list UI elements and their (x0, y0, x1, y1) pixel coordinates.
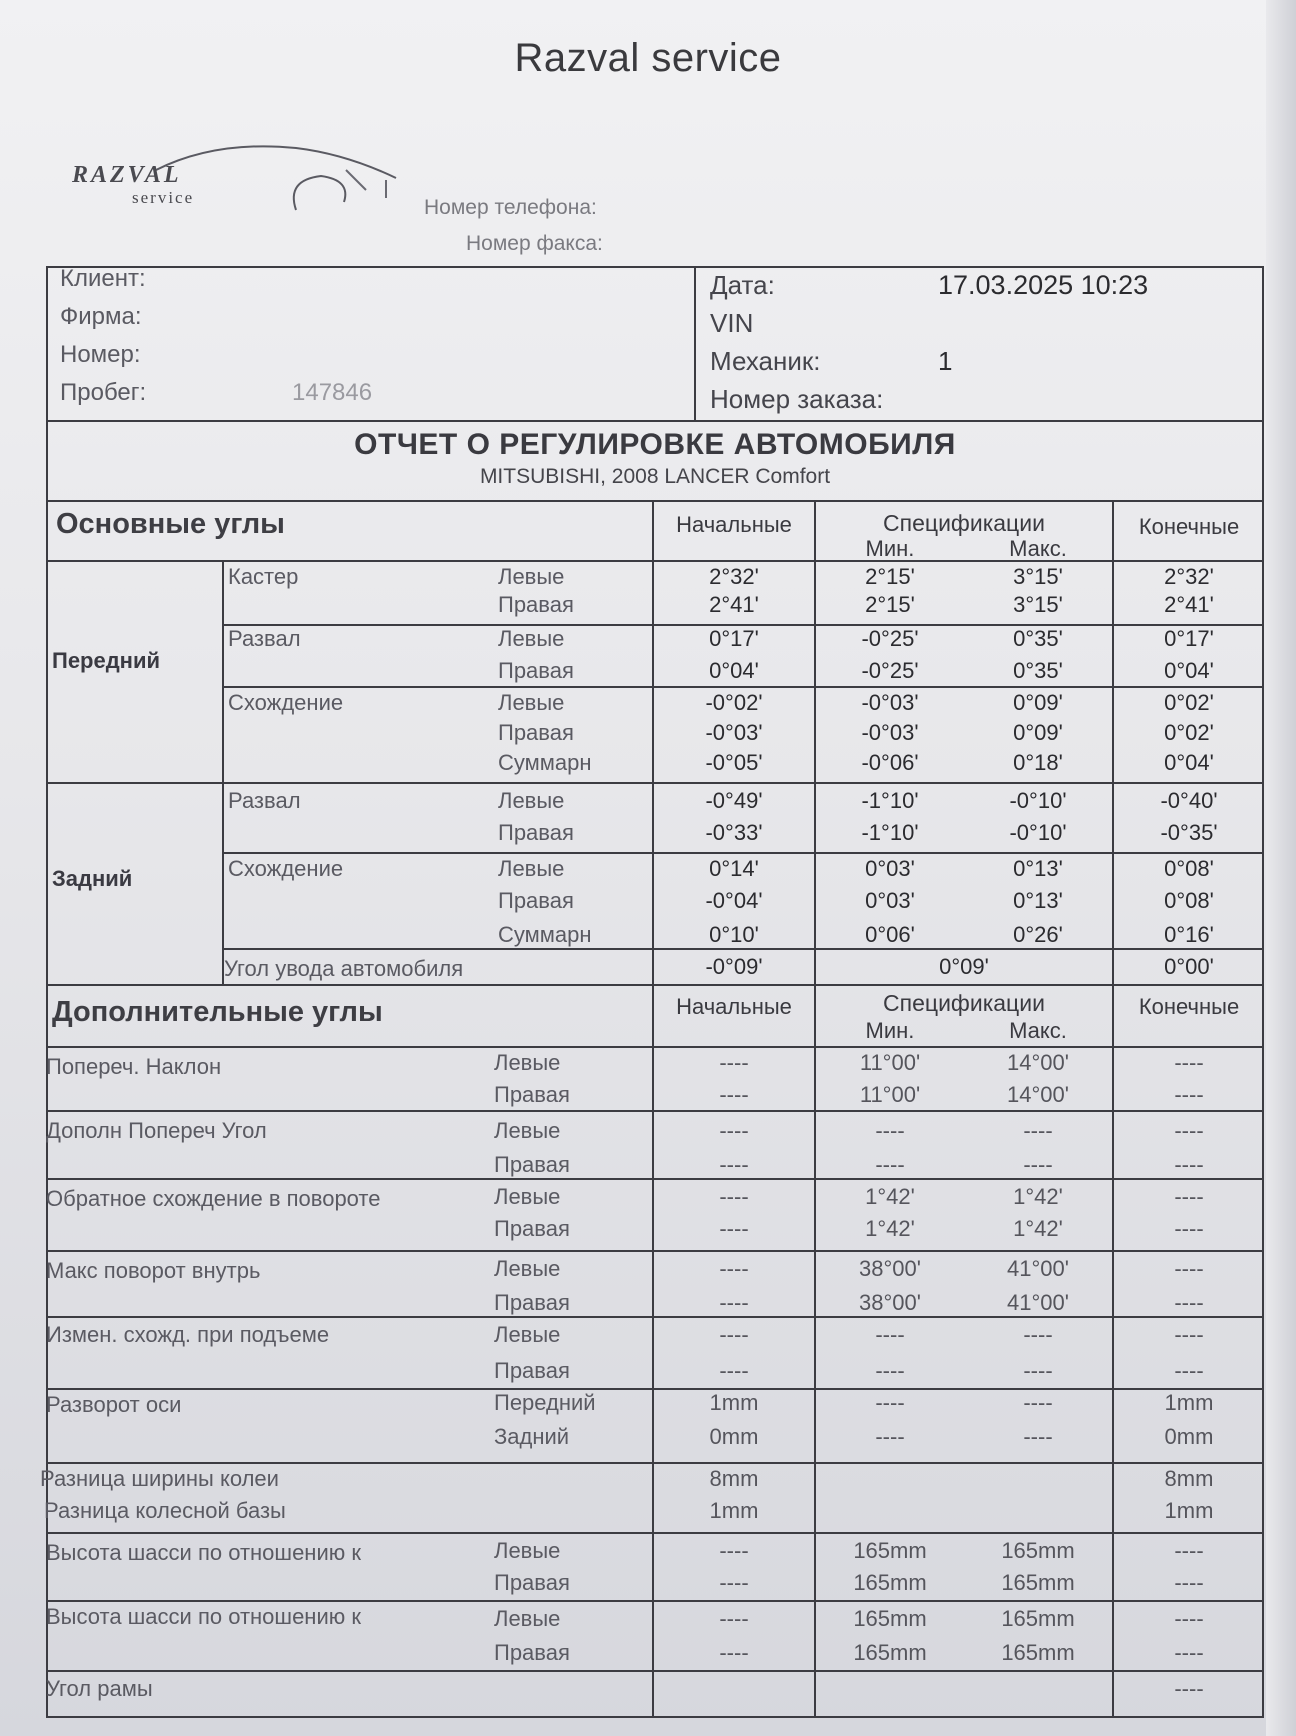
extra-initial-value: 0mm (709, 1424, 759, 1449)
extra-final-value: ---- (1174, 1184, 1204, 1209)
divider (46, 1250, 1264, 1252)
extra-side-label: Левые (494, 1606, 561, 1631)
param-label: Схождение (228, 690, 344, 715)
extra-spec-min-value: 1°42' (865, 1216, 915, 1241)
extra-initial-value: 1mm (709, 1498, 759, 1523)
extra-param-label: Высота шасси по отношению к (46, 1540, 361, 1565)
spec-max-value: 0°13' (1013, 888, 1063, 913)
spec-max-value: -0°10' (1009, 820, 1067, 845)
extra-final-value: ---- (1174, 1606, 1204, 1631)
extra-spec-min-value: 165mm (853, 1606, 927, 1631)
extra-spec-max-value: 41°00' (1007, 1256, 1069, 1281)
initial-value: -0°03' (705, 720, 763, 745)
extra-col-initial-header: Начальные (676, 994, 792, 1019)
final-value: 0°04' (1164, 750, 1214, 775)
fax-label: Номер факса: (466, 232, 603, 255)
number-label: Номер: (60, 341, 141, 368)
extra-final-value: ---- (1174, 1358, 1204, 1383)
main-section-title: Основные углы (56, 508, 285, 540)
extra-final-value: ---- (1174, 1322, 1204, 1347)
extra-param-label: Угол рамы (46, 1676, 153, 1701)
extra-param-label: Попереч. Наклон (46, 1054, 222, 1079)
logo-text-main: RAZVAL (72, 162, 182, 188)
initial-value: 2°41' (709, 592, 759, 617)
side-label: Суммарн (498, 922, 592, 947)
extra-final-value: ---- (1174, 1050, 1204, 1075)
divider (46, 984, 1264, 986)
extra-spec-max-value: ---- (1023, 1390, 1053, 1415)
mechanic-value: 1 (938, 346, 953, 376)
extra-col-max-header: Макс. (1009, 1018, 1067, 1043)
initial-value: 0°10' (709, 922, 759, 947)
param-label: Развал (228, 626, 301, 651)
final-value: 0°17' (1164, 626, 1214, 651)
extra-param-label-2: Разница колесной базы (44, 1498, 286, 1523)
extra-spec-max-value: ---- (1023, 1152, 1053, 1177)
side-label: Левые (498, 788, 565, 813)
initial-value: -0°02' (705, 690, 763, 715)
spec-min-value: -0°25' (861, 658, 919, 683)
side-label: Левые (498, 564, 565, 589)
extra-param-label: Разворот оси (46, 1392, 182, 1417)
extra-initial-value: ---- (719, 1152, 749, 1177)
side-label: Левые (498, 856, 565, 881)
extra-spec-max-value: ---- (1023, 1424, 1053, 1449)
extra-initial-value: ---- (719, 1570, 749, 1595)
divider (222, 948, 1264, 950)
initial-value: -0°04' (705, 888, 763, 913)
spec-max-value: 0°35' (1013, 658, 1063, 683)
initial-value: -0°33' (705, 820, 763, 845)
side-label: Левые (498, 690, 565, 715)
extra-spec-max-value: ---- (1023, 1322, 1053, 1347)
extra-spec-max-value: 1°42' (1013, 1216, 1063, 1241)
side-label: Правая (498, 720, 574, 745)
mileage-label: Пробег: (60, 379, 147, 406)
divider (694, 266, 696, 420)
spec-min-value: 0°03' (865, 856, 915, 881)
extra-final-value: 8mm (1164, 1466, 1214, 1491)
extra-side-label: Правая (494, 1570, 570, 1595)
extra-initial-value: ---- (719, 1184, 749, 1209)
divider (46, 1670, 1264, 1672)
extra-final-value: 0mm (1164, 1424, 1214, 1449)
extra-spec-max-value: 14°00' (1007, 1050, 1069, 1075)
initial-value: 0°17' (709, 626, 759, 651)
extra-final-value: ---- (1174, 1118, 1204, 1143)
extra-spec-max-value: 165mm (1001, 1538, 1075, 1563)
extra-initial-value: 8mm (709, 1466, 759, 1491)
divider (46, 1316, 1264, 1318)
extra-spec-min-value: 38°00' (859, 1256, 921, 1281)
phone-label: Номер телефона: (424, 196, 597, 219)
final-value: -0°35' (1160, 820, 1218, 845)
order-label: Номер заказа: (710, 384, 884, 414)
divider (46, 1532, 1264, 1534)
spec-min-value: -0°06' (861, 750, 919, 775)
divider (46, 1110, 1264, 1112)
side-label: Левые (498, 626, 565, 651)
side-label: Правая (498, 820, 574, 845)
initial-value: -0°49' (705, 788, 763, 813)
extra-spec-max-value: ---- (1023, 1358, 1053, 1383)
vehicle-info: MITSUBISHI, 2008 LANCER Comfort (479, 465, 831, 488)
extra-param-label: Обратное схождение в повороте (46, 1186, 381, 1211)
extra-final-value: ---- (1174, 1290, 1204, 1315)
extra-col-min-header: Мин. (865, 1018, 915, 1043)
col-min-header: Мин. (865, 536, 915, 561)
car-silhouette-icon (146, 140, 436, 220)
spec-max-value: 3°15' (1013, 592, 1063, 617)
extra-spec-min-value: 165mm (853, 1538, 927, 1563)
divider (222, 686, 1264, 688)
extra-final-value: ---- (1174, 1256, 1204, 1281)
spec-min-value: -0°03' (861, 690, 919, 715)
extra-final-value: ---- (1174, 1640, 1204, 1665)
extra-side-label: Левые (494, 1538, 561, 1563)
extra-final-value: 1mm (1164, 1390, 1214, 1415)
thrust-angle-initial: -0°09' (705, 954, 763, 979)
thrust-angle-final: 0°00' (1164, 954, 1214, 979)
final-value: 2°32' (1164, 564, 1214, 589)
extra-spec-min-value: 1°42' (865, 1184, 915, 1209)
spec-min-value: -0°03' (861, 720, 919, 745)
extra-side-label: Левые (494, 1256, 561, 1281)
extra-final-value: ---- (1174, 1152, 1204, 1177)
extra-spec-min-value: ---- (875, 1424, 905, 1449)
col-max-header: Макс. (1009, 536, 1067, 561)
spec-max-value: 0°13' (1013, 856, 1063, 881)
extra-spec-min-value: 165mm (853, 1570, 927, 1595)
extra-col-spec-header: Спецификации (883, 990, 1045, 1016)
mechanic-label: Механик: (710, 346, 821, 376)
spec-min-value: 0°06' (865, 922, 915, 947)
initial-value: -0°05' (705, 750, 763, 775)
divider (46, 782, 1264, 784)
final-value: 0°08' (1164, 856, 1214, 881)
extra-param-label: Измен. схожд. при подъеме (46, 1322, 330, 1347)
spec-max-value: 3°15' (1013, 564, 1063, 589)
extra-initial-value: ---- (719, 1538, 749, 1563)
extra-initial-value: ---- (719, 1216, 749, 1241)
extra-side-label: Левые (494, 1050, 561, 1075)
spec-min-value: -1°10' (861, 788, 919, 813)
divider (46, 1046, 1264, 1048)
extra-final-value: ---- (1174, 1082, 1204, 1107)
divider (46, 1600, 1264, 1602)
col-initial-header: Начальные (676, 512, 792, 537)
company-logo (66, 140, 376, 220)
extra-spec-max-value: 165mm (1001, 1640, 1075, 1665)
extra-initial-value: ---- (719, 1256, 749, 1281)
firm-label: Фирма: (60, 303, 142, 330)
spec-max-value: 0°35' (1013, 626, 1063, 651)
divider (46, 500, 1264, 502)
extra-side-label: Правая (494, 1640, 570, 1665)
col-final-header: Конечные (1138, 514, 1240, 539)
extra-spec-min-value: ---- (875, 1358, 905, 1383)
side-label: Правая (498, 658, 574, 683)
final-value: 0°04' (1164, 658, 1214, 683)
paper-edge (1266, 0, 1296, 1736)
mileage-value: 147846 (292, 379, 373, 406)
extra-side-label: Правая (494, 1152, 570, 1177)
side-label: Правая (498, 592, 574, 617)
spec-max-value: 0°26' (1013, 922, 1063, 947)
vin-label: VIN (710, 308, 754, 338)
extra-initial-value: ---- (719, 1606, 749, 1631)
final-value: 0°16' (1164, 922, 1214, 947)
side-label: Правая (498, 888, 574, 913)
side-label: Суммарн (498, 750, 592, 775)
extra-param-label: Высота шасси по отношению к (46, 1604, 361, 1629)
spec-min-value: -0°25' (861, 626, 919, 651)
spec-max-value: 0°09' (1013, 690, 1063, 715)
extra-initial-value: ---- (719, 1118, 749, 1143)
extra-spec-max-value: 41°00' (1007, 1290, 1069, 1315)
final-value: 2°41' (1164, 592, 1214, 617)
extra-side-label: Левые (494, 1118, 561, 1143)
extra-side-label: Правая (494, 1358, 570, 1383)
extra-side-label: Левые (494, 1322, 561, 1347)
extra-spec-max-value: 1°42' (1013, 1184, 1063, 1209)
col-spec-header: Спецификации (883, 510, 1045, 536)
spec-max-value: -0°10' (1009, 788, 1067, 813)
spec-min-value: 2°15' (865, 564, 915, 589)
thrust-angle-label: Угол увода автомобиля (224, 956, 464, 981)
final-value: 0°02' (1164, 690, 1214, 715)
extra-section-title: Дополнительные углы (52, 996, 383, 1028)
page-title: Razval service (514, 36, 782, 80)
extra-param-label: Разница ширины колеи (40, 1466, 279, 1491)
extra-initial-value: ---- (719, 1050, 749, 1075)
spec-max-value: 0°18' (1013, 750, 1063, 775)
param-label: Развал (228, 788, 301, 813)
initial-value: 0°14' (709, 856, 759, 881)
extra-final-value: ---- (1174, 1570, 1204, 1595)
rear-axle-label: Задний (52, 866, 133, 891)
date-label: Дата: (710, 270, 775, 300)
extra-spec-min-value: 165mm (853, 1640, 927, 1665)
extra-initial-value: 1mm (709, 1390, 759, 1415)
extra-initial-value: ---- (719, 1358, 749, 1383)
extra-side-label: Правая (494, 1082, 570, 1107)
report-title: ОТЧЕТ О РЕГУЛИРОВКЕ АВТОМОБИЛЯ (354, 428, 956, 461)
spec-min-value: 0°03' (865, 888, 915, 913)
extra-col-final-header: Конечные (1138, 994, 1240, 1019)
thrust-angle-spec: 0°09' (939, 954, 989, 979)
param-label: Кастер (228, 564, 299, 589)
spec-max-value: 0°09' (1013, 720, 1063, 745)
extra-spec-max-value: 14°00' (1007, 1082, 1069, 1107)
extra-spec-min-value: 11°00' (859, 1082, 921, 1107)
divider (222, 852, 1264, 854)
extra-side-label: Передний (494, 1390, 596, 1415)
extra-initial-value: ---- (719, 1082, 749, 1107)
extra-spec-min-value: ---- (875, 1390, 905, 1415)
divider (46, 1178, 1264, 1180)
divider (222, 560, 224, 984)
extra-param-label: Дополн Попереч Угол (46, 1118, 267, 1143)
extra-side-label: Левые (494, 1184, 561, 1209)
divider (46, 1462, 1264, 1464)
extra-final-value: ---- (1174, 1538, 1204, 1563)
extra-spec-min-value: ---- (875, 1322, 905, 1347)
extra-spec-min-value: ---- (875, 1152, 905, 1177)
divider (46, 420, 1264, 422)
extra-side-label: Правая (494, 1216, 570, 1241)
extra-final-value: ---- (1174, 1216, 1204, 1241)
final-value: 0°02' (1164, 720, 1214, 745)
initial-value: 0°04' (709, 658, 759, 683)
extra-side-label: Правая (494, 1290, 570, 1315)
logo-text-sub: service (132, 188, 195, 207)
extra-final-value: 1mm (1164, 1498, 1214, 1523)
extra-spec-max-value: 165mm (1001, 1570, 1075, 1595)
extra-spec-min-value: 38°00' (859, 1290, 921, 1315)
extra-initial-value: ---- (719, 1290, 749, 1315)
extra-spec-min-value: ---- (875, 1118, 905, 1143)
client-label: Клиент: (60, 265, 146, 292)
extra-final-value: ---- (1174, 1676, 1204, 1701)
final-value: -0°40' (1160, 788, 1218, 813)
extra-param-label: Макс поворот внутрь (46, 1258, 261, 1283)
extra-spec-min-value: 11°00' (859, 1050, 921, 1075)
extra-spec-max-value: ---- (1023, 1118, 1053, 1143)
extra-side-label: Задний (494, 1424, 570, 1449)
extra-spec-max-value: 165mm (1001, 1606, 1075, 1631)
spec-min-value: 2°15' (865, 592, 915, 617)
date-value: 17.03.2025 10:23 (938, 270, 1149, 300)
initial-value: 2°32' (709, 564, 759, 589)
param-label: Схождение (228, 856, 344, 881)
spec-min-value: -1°10' (861, 820, 919, 845)
extra-initial-value: ---- (719, 1322, 749, 1347)
final-value: 0°08' (1164, 888, 1214, 913)
front-axle-label: Передний (52, 648, 161, 673)
extra-initial-value: ---- (719, 1640, 749, 1665)
